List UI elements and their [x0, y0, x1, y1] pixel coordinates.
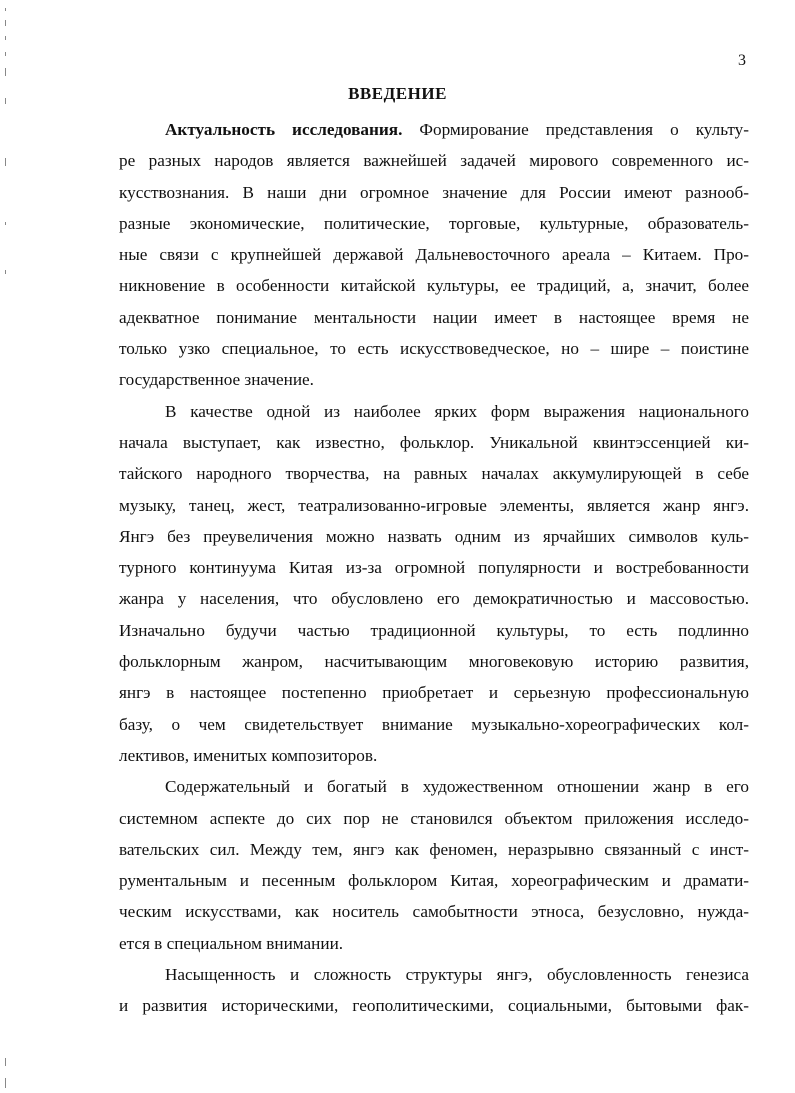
text-line: Насыщенность и сложность структуры янгэ, обусловленность генезиса	[165, 965, 749, 985]
page-title: ВВЕДЕНИЕ	[348, 84, 447, 103]
text-line: Содержательный и богатый в художественном отношении жанр в его	[165, 777, 749, 797]
text-line: янгэ в настоящее постепенно приобретает и серьезную профессиональную	[119, 683, 749, 703]
page-number: 3	[738, 52, 746, 69]
scan-edge-marks	[0, 0, 14, 1093]
text-line: тайского народного творчества, на равных началах аккумулирующей в себе	[119, 464, 749, 484]
text-line: ре разных народов является важнейшей задачей мирового современного ис-	[119, 151, 749, 171]
text-line: начала выступает, как известно, фольклор. Уникальной квинтэссенцией ки-	[119, 432, 749, 452]
text-line: системном аспекте до сих пор не становился объектом приложения исследо-	[119, 808, 749, 828]
text-line: только узко специальное, то есть искусствоведческое, но – шире – поистине	[119, 339, 749, 359]
text-line: адекватное понимание ментальности нации имеет в настоящее время не	[119, 307, 749, 327]
text-line: ческим искусствами, как носитель самобытности этноса, безусловно, нужда-	[119, 902, 749, 922]
document-body	[119, 114, 749, 1022]
text-line: рументальным и песенным фольклором Китая, хореографическим и драмати-	[119, 871, 749, 891]
text-line: государственное значение.	[119, 370, 314, 390]
text-line: В качестве одной из наиболее ярких форм выражения национального	[165, 401, 749, 421]
text-line: турного континуума Китая из-за огромной популярности и востребованности	[119, 558, 749, 578]
text-line: разные экономические, политические, торговые, культурные, образователь-	[119, 213, 749, 233]
paragraph	[119, 396, 749, 772]
text-line: Янгэ без преувеличения можно назвать одним из ярчайших символов куль-	[119, 526, 749, 546]
text-line: лективов, именитых композиторов.	[119, 745, 378, 765]
text-line: вательских сил. Между тем, янгэ как феномен, неразрывно связанный с инст-	[119, 839, 749, 859]
text-line: базу, о чем свидетельствует внимание музыкально-хореографических кол-	[119, 714, 749, 734]
text-line: ные связи с крупнейшей державой Дальневосточного ареала – Китаем. Про-	[119, 245, 749, 265]
paragraph	[119, 114, 749, 396]
paragraph	[119, 771, 749, 959]
paragraph	[119, 959, 749, 1022]
text-line: никновение в особенности китайской культуры, ее традиций, а, значит, более	[119, 276, 749, 296]
text-line: и развития историческими, геополитическими, социальными, бытовыми фак-	[119, 996, 749, 1016]
text-line: жанра у населения, что обусловлено его демократичностью и массовостью.	[119, 589, 749, 609]
text-line: фольклорным жанром, насчитывающим многовековую историю развития,	[119, 652, 749, 672]
text-line: Актуальность исследования. Формирование представления о культу-	[165, 120, 750, 139]
text-line: кусствознания. В наши дни огромное значение для России имеют разнооб-	[119, 182, 749, 202]
section-lead: Актуальность исследования.	[165, 120, 403, 139]
text-line: Изначально будучи частью традиционной культуры, то есть подлинно	[119, 620, 749, 640]
text-line: ется в специальном внимании.	[119, 933, 344, 953]
text-line: музыку, танец, жест, театрализованно-игровые элементы, является жанр янгэ.	[119, 495, 749, 515]
